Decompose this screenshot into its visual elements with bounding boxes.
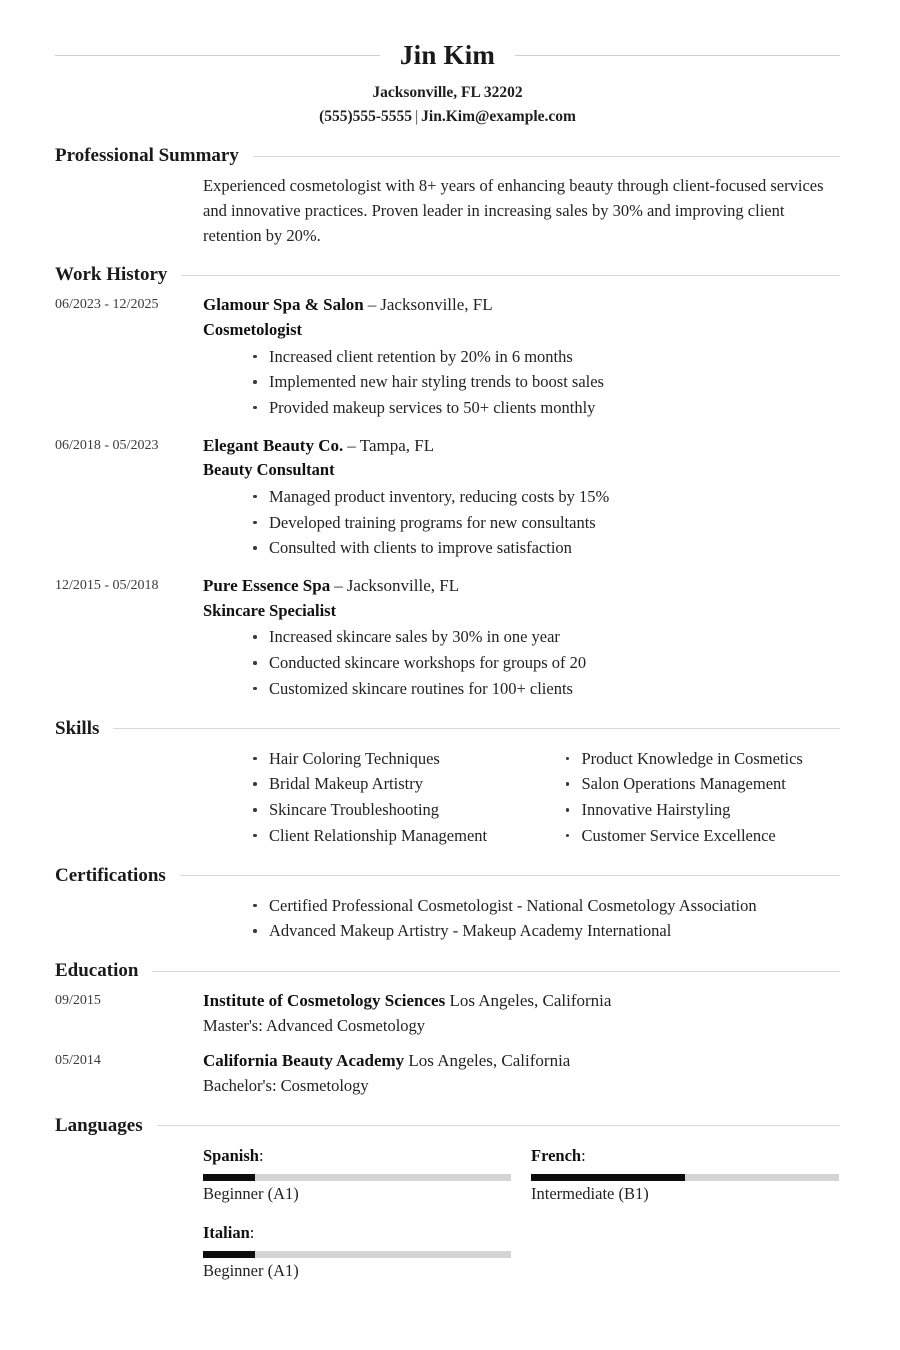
section-heading <box>55 264 840 286</box>
work-entry-title: Cosmetologist <box>203 319 302 339</box>
section-title-work-history: Work History <box>55 264 168 286</box>
list-item: Salon Operations Management <box>564 771 841 797</box>
section-heading <box>55 145 840 167</box>
skills-columns <box>55 746 840 849</box>
language-proficiency-fill <box>203 1251 255 1258</box>
list-item: Advanced Makeup Artistry - Makeup Academy International <box>251 918 840 944</box>
list-item: Innovative Hairstyling <box>564 797 841 823</box>
education-entry-body <box>203 988 840 1038</box>
work-entry-bullets <box>251 624 840 701</box>
language-level: Beginner (A1) <box>203 1183 299 1203</box>
language-item <box>203 1220 511 1283</box>
work-entry-location: Tampa, FL <box>359 435 435 455</box>
work-entry-body <box>203 292 840 420</box>
education-entry <box>55 1048 840 1098</box>
name-row <box>55 40 840 71</box>
list-item: Implemented new hair styling trends to boost sales <box>251 369 840 395</box>
language-item <box>203 1143 511 1206</box>
section-title-certifications: Certifications <box>55 864 166 886</box>
candidate-name: Jin Kim <box>399 40 496 70</box>
work-entry-body <box>203 573 840 701</box>
list-item: Customer Service Excellence <box>564 823 841 849</box>
list-item: Hair Coloring Techniques <box>251 746 528 772</box>
contact-email: Jin.Kim@example.com <box>421 108 576 126</box>
list-item: Conducted skincare workshops for groups of 20 <box>251 650 840 676</box>
work-entry-dates: 06/2018 - 05/2023 <box>55 437 159 453</box>
language-proficiency-bar <box>531 1174 839 1181</box>
language-name-line <box>203 1143 511 1169</box>
list-item: Client Relationship Management <box>251 823 528 849</box>
section-rule <box>180 875 840 876</box>
work-entry <box>55 573 840 701</box>
language-colon: : <box>258 1145 264 1165</box>
education-entry-location: Los Angeles, California <box>449 991 612 1011</box>
section-skills <box>55 718 840 849</box>
language-proficiency-bar <box>203 1174 511 1181</box>
language-level: Intermediate (B1) <box>531 1183 649 1203</box>
work-entry-location: Jacksonville, FL <box>380 295 493 315</box>
language-proficiency-bar <box>203 1251 511 1258</box>
list-item: Managed product inventory, reducing costs by 15% <box>251 484 840 510</box>
language-colon: : <box>249 1222 255 1242</box>
work-entry-org-line <box>203 573 840 599</box>
work-entry-bullets <box>251 484 840 561</box>
section-title-summary: Professional Summary <box>55 145 239 167</box>
education-entry-school: Institute of Cosmetology Sciences <box>203 991 446 1011</box>
list-item: Increased skincare sales by 30% in one year <box>251 624 840 650</box>
list-item: Certified Professional Cosmetologist - National Cosmetology Association <box>251 893 840 919</box>
section-heading <box>55 1115 840 1137</box>
name-rule-left <box>55 55 380 56</box>
list-item: Customized skincare routines for 100+ clients <box>251 676 840 702</box>
education-entry <box>55 988 840 1038</box>
section-professional-summary <box>55 145 840 248</box>
work-entry-dates: 06/2023 - 12/2025 <box>55 297 159 313</box>
certifications-body <box>55 893 840 944</box>
work-entry-title: Skincare Specialist <box>203 600 337 620</box>
work-entry <box>55 433 840 561</box>
work-entry-location: Jacksonville, FL <box>346 576 460 596</box>
certifications-list <box>251 893 840 944</box>
work-entry-org-line <box>203 433 840 459</box>
language-proficiency-fill <box>531 1174 685 1181</box>
education-entry-school: California Beauty Academy <box>203 1051 405 1071</box>
section-title-skills: Skills <box>55 717 100 739</box>
resume-header <box>55 40 840 129</box>
dash-separator: – <box>334 576 343 596</box>
education-entry-degree: Master's: Advanced Cosmetology <box>203 1015 426 1035</box>
education-entry-body <box>203 1048 840 1098</box>
list-item: Increased client retention by 20% in 6 months <box>251 344 840 370</box>
education-entry-school-line <box>203 988 840 1014</box>
work-entry <box>55 292 840 420</box>
work-entry-company: Elegant Beauty Co. <box>203 435 344 455</box>
skills-column-right <box>564 746 841 849</box>
name-rule-right <box>515 55 840 56</box>
list-item: Consulted with clients to improve satisfaction <box>251 535 840 561</box>
skills-column-left <box>251 746 528 849</box>
work-entry-company: Pure Essence Spa <box>203 576 331 596</box>
education-entry-school-line <box>203 1048 840 1074</box>
section-rule <box>113 728 840 729</box>
work-entry-body <box>203 433 840 561</box>
dash-separator: – <box>367 295 377 315</box>
list-item: Developed training programs for new consultants <box>251 510 840 536</box>
language-colon: : <box>581 1145 586 1165</box>
section-title-education: Education <box>55 960 139 982</box>
work-entry-bullets <box>251 344 840 421</box>
section-education <box>55 960 840 1099</box>
language-proficiency-fill <box>203 1174 255 1181</box>
language-name: Spanish <box>203 1145 259 1165</box>
section-heading <box>55 960 840 982</box>
language-name: French <box>531 1145 582 1165</box>
list-item: Product Knowledge in Cosmetics <box>564 746 841 772</box>
summary-text: Experienced cosmetologist with 8+ years of enhancing beauty through client-focused services and innovative practices. Proven leader in increasing sales by 30% and improving client retention by 20%. <box>203 176 824 246</box>
language-level: Beginner (A1) <box>203 1261 299 1281</box>
section-rule <box>157 1125 840 1126</box>
section-heading <box>55 865 840 887</box>
work-entry-org-line <box>203 292 840 318</box>
section-rule <box>253 156 840 157</box>
dash-separator: – <box>347 435 356 455</box>
contact-separator: | <box>415 108 419 126</box>
list-item: Provided makeup services to 50+ clients monthly <box>251 395 840 421</box>
section-rule <box>152 971 840 972</box>
languages-grid <box>55 1143 840 1284</box>
work-entry-title: Beauty Consultant <box>203 460 335 480</box>
language-item <box>531 1143 839 1206</box>
section-title-languages: Languages <box>55 1114 143 1136</box>
education-entry-date: 05/2014 <box>55 1053 101 1069</box>
summary-body <box>55 173 840 248</box>
list-item: Bridal Makeup Artistry <box>251 771 528 797</box>
education-entry-location: Los Angeles, California <box>408 1051 571 1071</box>
section-languages <box>55 1115 840 1284</box>
section-work-history <box>55 264 840 701</box>
work-entry-company: Glamour Spa & Salon <box>203 295 364 315</box>
contact-address: Jacksonville, FL 32202 <box>372 84 523 101</box>
language-name: Italian <box>203 1222 250 1242</box>
section-rule <box>181 275 840 276</box>
language-name-line <box>531 1143 839 1169</box>
list-item: Skincare Troubleshooting <box>251 797 528 823</box>
language-name-line <box>203 1220 511 1246</box>
education-entry-date: 09/2015 <box>55 993 101 1009</box>
work-entry-dates: 12/2015 - 05/2018 <box>55 578 159 594</box>
education-entry-degree: Bachelor's: Cosmetology <box>203 1075 369 1095</box>
section-heading <box>55 718 840 740</box>
contact-details <box>55 105 840 129</box>
contact-phone: (555)555-5555 <box>319 108 413 126</box>
section-certifications <box>55 865 840 944</box>
